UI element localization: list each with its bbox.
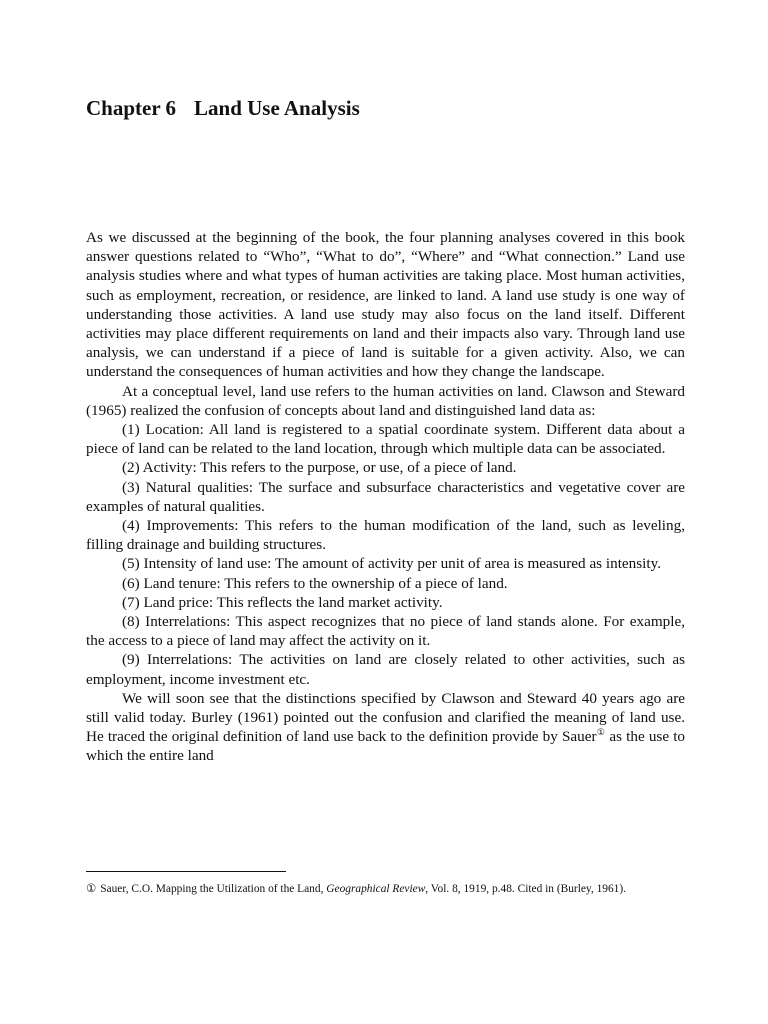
- document-page: [86, 0, 685, 1024]
- chapter-heading: [86, 94, 360, 122]
- paragraph-burley: [86, 689, 685, 766]
- paragraph-concept: At a conceptual level, land use refers to the human activities on land. Clawson and Steward (1965) realized the confusion of concepts about land and distinguished land data as:: [86, 382, 685, 419]
- paragraph-intro: As we discussed at the beginning of the book, the four planning analyses covered in this book answer questions related to “Who”, “What to do”, “Where” and “What connection.” Land use analysis studies where and what types of human activities are taking place. Most human activities, such as employment, recreation, or residence, are linked to land. A land use study is one way of understanding those activities. A land use study may also focus on the land itself. Different activities may place different requirements on land and their impacts also vary. Through land use analysis, we can understand if a piece of land is suitable for a given activity. Also, we can understand the consequences of human activities and how they change the landscape.: [86, 229, 685, 381]
- footnote-mark: ①: [86, 883, 97, 895]
- footnote-reference[interactable]: ①: [596, 727, 606, 738]
- footnote: [86, 880, 685, 899]
- list-item-interrelations-activities: (9) Interrelations: The activities on land are closely related to other activities, such as employment, income investment etc.: [86, 651, 685, 688]
- list-item-land-price: (7) Land price: This reflects the land market activity.: [122, 593, 443, 611]
- footnote-citation-details: , Vol. 8, 1919, p.48. Cited in (Burley, 1961).: [425, 883, 626, 895]
- footnote-citation: Sauer, C.O. Mapping the Utilization of the Land,: [100, 883, 324, 895]
- list-item-location: (1) Location: All land is registered to a spatial coordinate system. Different data about a piece of land can be related to the land location, through which multiple data can be associated.: [86, 421, 685, 458]
- footnote-journal: Geographical Review: [326, 883, 426, 895]
- list-item-land-tenure: (6) Land tenure: This refers to the ownership of a piece of land.: [122, 574, 508, 592]
- footnote-divider: [86, 871, 286, 872]
- list-item-interrelations-access: (8) Interrelations: This aspect recognizes that no piece of land stands alone. For example, the access to a piece of land may affect the activity on it.: [86, 613, 685, 650]
- paragraph-burley-text: We will soon see that the distinctions specified by Clawson and Steward 40 years ago are still valid today. Burley (1961) pointed out the confusion and clarified the meaning of land use. He traced the original definition of land use back to the definition provide by Sauer: [86, 689, 685, 746]
- chapter-title: Land Use Analysis: [194, 96, 360, 120]
- list-item-intensity: (5) Intensity of land use: The amount of activity per unit of area is measured as intensity.: [122, 555, 662, 573]
- list-item-activity: (2) Activity: This refers to the purpose, or use, of a piece of land.: [122, 459, 517, 477]
- chapter-body: [86, 228, 685, 766]
- paragraph-burley-continuation: as the use to which the entire land: [86, 728, 686, 765]
- list-item-natural-qualities: (3) Natural qualities: The surface and subsurface characteristics and vegetative cover are examples of natural qualities.: [86, 478, 685, 515]
- list-item-improvements: (4) Improvements: This refers to the human modification of the land, such as leveling, filling drainage and building structures.: [86, 517, 685, 554]
- chapter-number: Chapter 6: [86, 96, 177, 120]
